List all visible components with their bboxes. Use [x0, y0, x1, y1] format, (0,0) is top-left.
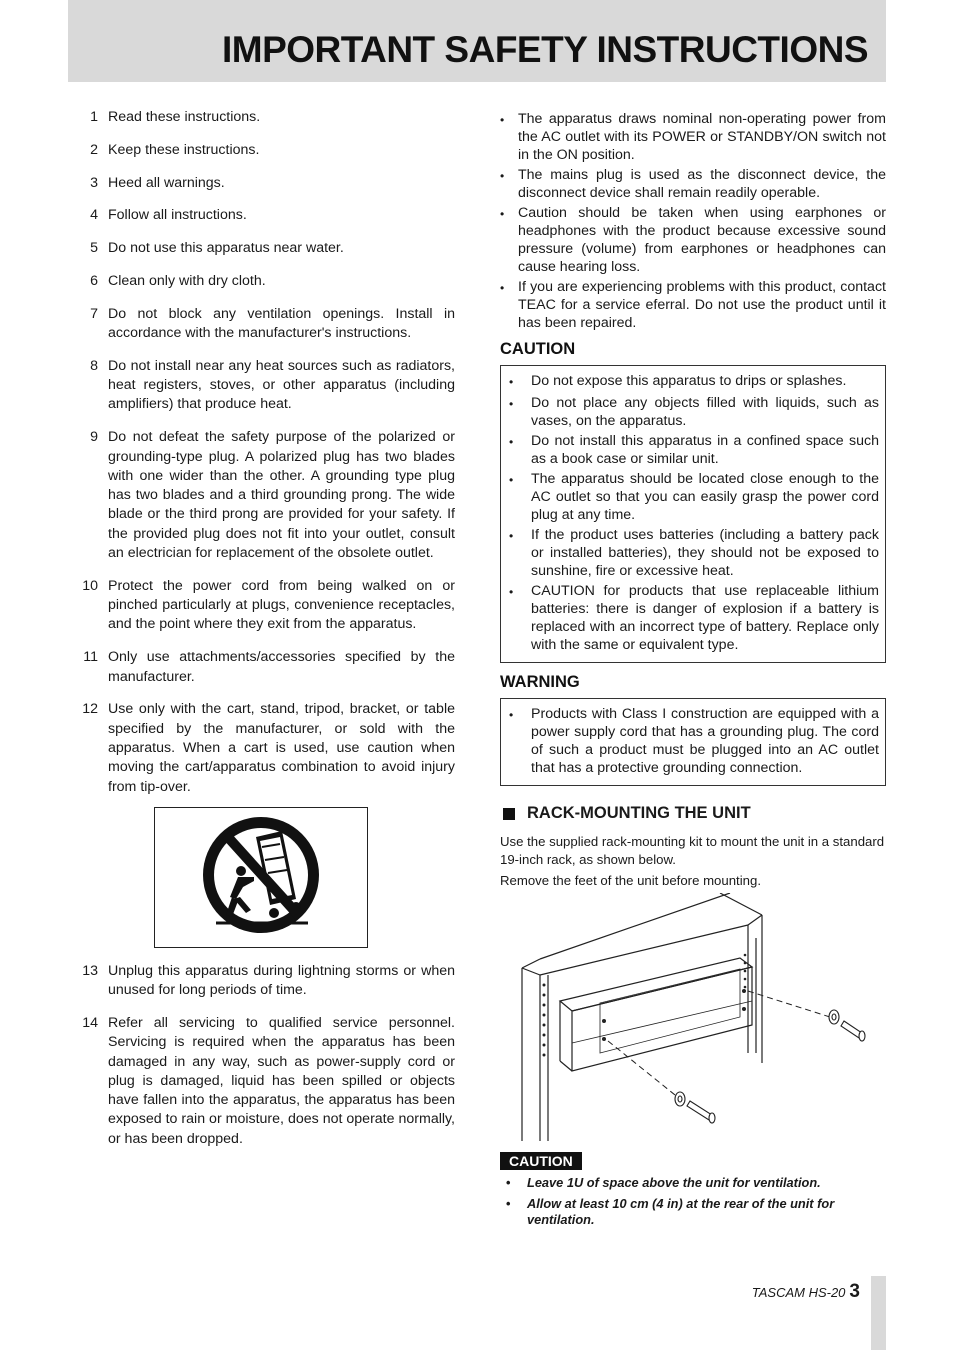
- item-text: Unplug this apparatus during lightning storms or when unused for long periods of time.: [108, 962, 455, 999]
- title-bar: [68, 0, 886, 82]
- cart-tip-over-warning-icon: [196, 815, 326, 940]
- bullet-text: CAUTION for products that use replaceable lithium batteries: there is danger of explosion if a battery is replaced with an incorrect type of battery. Replace only with the same or equivalent type.: [531, 583, 879, 653]
- list-item: [509, 432, 879, 468]
- bullet-dot: •: [509, 397, 514, 411]
- list-item: [68, 577, 455, 635]
- page-number: 3: [849, 1281, 860, 1302]
- page-title: IMPORTANT SAFETY INSTRUCTIONS: [221, 29, 868, 70]
- list-item: [509, 526, 879, 580]
- item-text: Do not block any ventilation openings. Install in accordance with the manufacturer's instructions.: [108, 305, 455, 342]
- bullet-text: Do not expose this apparatus to drips or splashes.: [531, 373, 847, 389]
- warning-heading: WARNING: [500, 673, 580, 691]
- warning-box: [500, 698, 886, 786]
- cart-warning-figure: [154, 807, 368, 948]
- rack-section-heading: [503, 804, 886, 823]
- list-item: [500, 166, 886, 202]
- list-item: [509, 394, 879, 430]
- bullet-text: Do not install this apparatus in a confined space such as a book case or similar unit.: [531, 433, 879, 467]
- list-item: [68, 648, 455, 687]
- bullet-text: If you are experiencing problems with this product, contact TEAC for a service eferral. Do not use the product until it has been repaired.: [518, 279, 886, 331]
- item-text: Keep these instructions.: [108, 141, 260, 158]
- item-number: 11: [83, 649, 98, 666]
- list-item: [68, 428, 455, 563]
- item-number: 4: [90, 207, 98, 224]
- bullet-text: The mains plug is used as the disconnect device, the disconnect device shall remain readily operable.: [518, 167, 886, 201]
- item-text: Clean only with dry cloth.: [108, 272, 266, 289]
- bullet-dot: •: [509, 585, 514, 599]
- list-item: [509, 470, 879, 524]
- page-side-tab: [871, 1276, 886, 1350]
- bullet-dot: •: [500, 207, 505, 221]
- list-item: [68, 272, 455, 291]
- bullet-text: The apparatus draws nominal non-operating power from the AC outlet with its POWER or STANDBY/ON switch not in the ON position.: [518, 111, 886, 163]
- bullet-dot: •: [500, 281, 505, 295]
- caution-box: [500, 365, 886, 663]
- bullet-dot: •: [509, 375, 514, 389]
- list-item: [68, 108, 455, 127]
- item-text: Follow all instructions.: [108, 207, 247, 224]
- item-number: 8: [90, 357, 98, 374]
- list-item: [68, 962, 455, 1001]
- bullet-dot: •: [506, 1175, 511, 1190]
- list-item: [500, 1175, 886, 1192]
- item-number: 13: [82, 962, 98, 979]
- item-number: 10: [82, 577, 98, 594]
- rack-caution-label: CAUTION: [500, 1152, 582, 1170]
- right-column: [500, 110, 886, 1229]
- bullet-dot: •: [509, 529, 514, 543]
- list-item: [68, 239, 455, 258]
- list-item: [68, 700, 455, 796]
- item-text: Refer all servicing to qualified service personnel. Servicing is required when the apparatus has been damaged in any way, such as power-supply cord or plug is damaged, liquid has been spilled or objects have fallen into the apparatus, the apparatus has been exposed to rain or moisture, does not operate normally, or has been dropped.: [108, 1014, 455, 1147]
- item-number: 14: [82, 1014, 98, 1031]
- bullet-text: Do not place any objects filled with liquids, such as vases, on the apparatus.: [531, 395, 879, 429]
- list-item: [500, 204, 886, 276]
- item-text: Protect the power cord from being walked on or pinched particularly at plugs, convenience receptacles, and the point where they exit from the apparatus.: [108, 577, 455, 633]
- list-item: [509, 705, 879, 777]
- list-item: [68, 141, 455, 160]
- item-text: Heed all warnings.: [108, 174, 225, 191]
- rack-mounting-diagram: [500, 893, 886, 1141]
- bullet-text: The apparatus should be located close enough to the AC outlet so that you can easily grasp the power cord plug at any time.: [531, 471, 879, 523]
- list-item: [68, 357, 455, 415]
- item-number: 3: [90, 174, 98, 191]
- item-text: Read these instructions.: [108, 109, 261, 125]
- item-text: Do not use this apparatus near water.: [108, 240, 344, 257]
- list-item: [509, 372, 879, 392]
- bullet-dot: •: [509, 435, 514, 449]
- item-number: 1: [90, 109, 98, 125]
- item-number: 7: [90, 305, 98, 322]
- bullet-dot: •: [506, 1195, 511, 1211]
- item-text: Do not defeat the safety purpose of the polarized or grounding-type plug. A polarized plug has two blades with one wider than the other. A grounding type plug has two blades and a third grounding prong. The wide blade or the third prong are provided for your safety. If the provided plug does not fit into your outlet, consult an electrician for replacement of the obsolete outlet.: [108, 429, 455, 562]
- list-item: [68, 206, 455, 225]
- rack-heading-text: RACK-MOUNTING THE UNIT: [527, 804, 751, 822]
- bullet-text: If the product uses batteries (including a battery pack or installed batteries), they should not be exposed to sunshine, fire or excessive heat.: [531, 527, 879, 579]
- section-square-icon: [503, 808, 515, 820]
- bullet-dot: •: [500, 169, 505, 183]
- item-text: Do not install near any heat sources such as radiators, heat registers, stoves, or other apparatus (including amplifiers) that produce heat.: [108, 357, 455, 413]
- list-item: [500, 278, 886, 332]
- rack-paragraph: Use the supplied rack-mounting kit to mount the unit in a standard 19-inch rack, as shown below.: [500, 834, 885, 867]
- item-number: 9: [90, 429, 98, 446]
- bullet-dot: •: [509, 708, 514, 722]
- bullet-text: Caution should be taken when using earphones or headphones with the product because excessive sound pressure (volume) from earphones or headphones can cause hearing loss.: [518, 205, 886, 275]
- caution-note: Allow at least 10 cm (4 in) at the rear of the unit for ventilation.: [527, 1195, 835, 1227]
- bullet-dot: •: [500, 113, 505, 127]
- caution-heading: CAUTION: [500, 340, 576, 358]
- item-number: 6: [90, 272, 98, 289]
- list-item: [509, 582, 879, 654]
- item-text: Use only with the cart, stand, tripod, bracket, or table specified by the manufacturer, or sold with the apparatus. When a cart is used, use caution when moving the cart/apparatus combination to avoid injury from tip-over.: [108, 701, 455, 795]
- list-item: [68, 1014, 455, 1149]
- item-number: 5: [90, 240, 98, 257]
- list-item: [500, 110, 886, 164]
- caution-note: Leave 1U of space above the unit for ventilation.: [527, 1175, 821, 1190]
- item-text: Only use attachments/accessories specified by the manufacturer.: [108, 649, 455, 685]
- item-number: 2: [90, 141, 98, 158]
- bullet-text: Products with Class I construction are equipped with a power supply cord that has a grounding plug. The cord of such a product must be plugged into an AC outlet that has a protective grounding connection.: [531, 706, 879, 776]
- page-footer: [752, 1281, 860, 1303]
- list-item: [68, 174, 455, 193]
- list-item: [500, 1196, 886, 1229]
- rack-paragraph: Remove the feet of the unit before mounting.: [500, 873, 761, 888]
- numbered-instructions: [68, 108, 455, 1162]
- item-number: 12: [82, 701, 98, 718]
- bullet-dot: •: [509, 473, 514, 487]
- list-item: [68, 305, 455, 344]
- footer-brand: TASCAM HS-20: [751, 1285, 846, 1300]
